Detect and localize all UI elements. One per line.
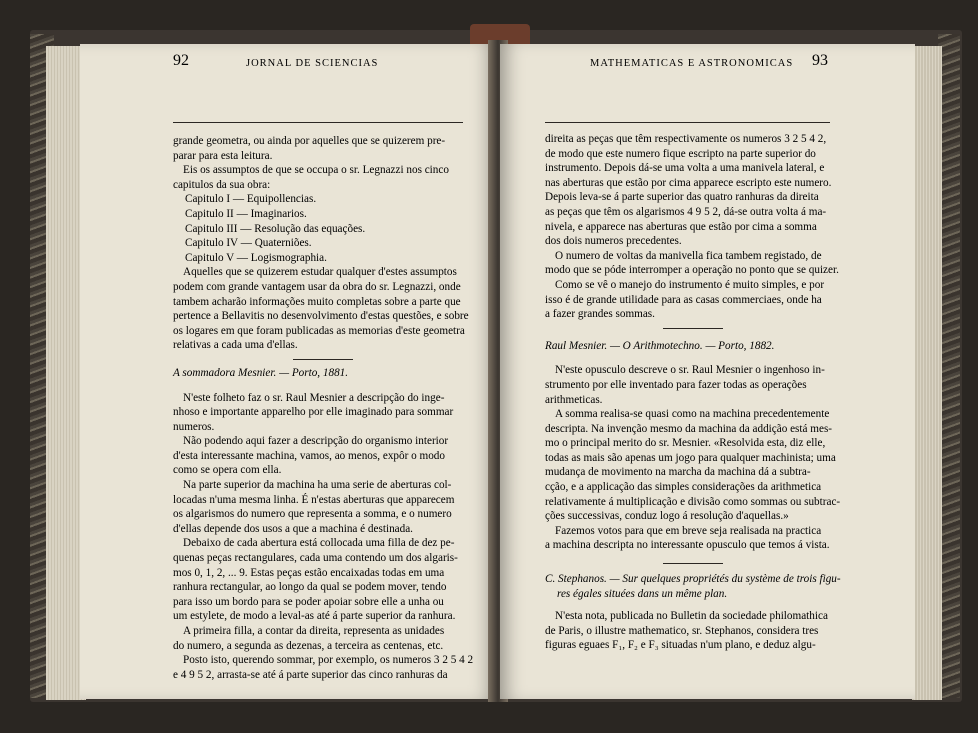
text-line: locadas n'uma mesma linha. É n'estas aberturas que apparecem [173, 493, 455, 506]
text-line: cção, e a applicação das simples considerações da arithmetica [545, 481, 822, 494]
right-header-rule [545, 122, 830, 123]
right-page-number: 93 [812, 52, 828, 69]
text-line: as peças que têm os algarismos 4 9 5 2, dá-se outra volta á ma- [545, 205, 827, 218]
text-line: como se opera com ella. [173, 464, 282, 477]
text-line: d'esta interessante machina, vamos, ao menos, expôr o modo [173, 449, 445, 462]
text-line: nas aberturas que estão por cima apparece escripto este numero. [545, 176, 832, 189]
text-line: Como se vê o manejo do instrumento é muito simples, e por [555, 278, 825, 291]
text-line: mo o principal merito do sr. Mesnier. «Resolvida esta, diz elle, [545, 437, 826, 450]
text-line: nivela, e apparece nas aberturas que estão por cima a somma [545, 220, 817, 233]
chapter-line: Capitulo III — Resolução das equações. [185, 222, 366, 235]
text-line: capitulos da sua obra: [173, 178, 271, 191]
text-line: direita as peças que têm respectivamente os numeros 3 2 5 4 2, [545, 133, 827, 145]
text-line: A primeira filla, a contar da direita, representa as unidades [183, 625, 445, 637]
text-line: a fazer grandes sommas. [545, 308, 655, 321]
text-line: os algarismos do numero que representa a somma, e o numero [173, 508, 452, 521]
text-line: nhoso e importante apparelho por elle imaginado para sommar [173, 406, 454, 419]
left-running-head: JORNAL DE SCIENCIAS [246, 58, 379, 69]
text-line: modo que se póde interromper a operação no ponto que se quizer. [545, 264, 839, 277]
chapter-line: Capitulo I — Equipollencias. [185, 193, 317, 206]
text-line: relativamente á multiplicação e divisão como sommas ou subtrac- [545, 495, 841, 508]
page-stack-right [912, 46, 942, 700]
text-line: d'ellas depende dos usos a que a machina é destinada. [173, 522, 413, 535]
text-line: Fazemos votos para que em breve seja realisada na practica [555, 524, 822, 537]
text-line: ranhura rectangular, ao longo da qual se podem mover, tendo [173, 581, 447, 594]
text-line: descripta. Na invenção mesmo da machina da addição está mes- [545, 422, 833, 435]
chapter-line: Capitulo V — Logismographia. [185, 251, 327, 264]
text-line: dos dois numeros precedentes. [545, 235, 682, 248]
text-line: parar para esta leitura. [173, 149, 273, 162]
text-line: Na parte superior da machina ha uma serie de aberturas col- [183, 479, 452, 492]
text-line: mos 0, 1, 2, ... 9. Estas peças estão encaixadas todas em uma [173, 566, 445, 579]
text-line: de modo que este numero fique escripto na parte superior do [545, 147, 816, 160]
text-line: instrumento. Depois dá-se uma volta a uma manivela lateral, e [545, 162, 825, 175]
text-line: O numero de voltas da manivella fica tambem registado, de [555, 249, 822, 262]
section-title: res égales situées dans un même plan. [557, 587, 728, 600]
text-line: Eis os assumptos de que se occupa o sr. Legnazzi nos cinco [183, 164, 449, 177]
text-line: um estylete, de modo a leval-as até á parte superior da ranhura. [173, 610, 456, 623]
section-title: A sommadora Mesnier. — Porto, 1881. [173, 366, 349, 379]
section-title: Raul Mesnier. — O Arithmotechno. — Porto, 1882. [545, 339, 775, 352]
text-line: figuras eguaes F₁, F₂ e F₃ situadas n'um plano, e deduz algu- [545, 639, 816, 652]
text-line: para isso um bordo para se poder apoiar sobre elle a unha ou [173, 595, 444, 608]
text-line: grande geometra, ou ainda por aquelles que se quizerem pre- [173, 135, 446, 147]
text-line: N'este opusculo descreve o sr. Raul Mesnier o ingenhoso in- [555, 364, 825, 377]
text-line: e 4 9 5 2, arrasta-se até á parte superior das cinco ranhuras da [173, 668, 448, 681]
text-line: Posto isto, querendo sommar, por exemplo, os numeros 3 2 5 4 2 [183, 654, 474, 667]
text-line: isso é de grande utilidade para as casas commerciaes, onde ha [545, 293, 822, 306]
text-line: podem com grande vantagem usar da obra do sr. Legnazzi, onde [173, 280, 461, 293]
left-header-rule [173, 122, 463, 123]
text-line: Depois leva-se á parte superior das quatro ranhuras da direita [545, 191, 819, 204]
text-line: arithmeticas. [545, 393, 603, 406]
text-line: Debaixo de cada abertura está collocada uma filla de dez pe- [183, 537, 455, 550]
text-line: Não podendo aqui fazer a descripção do organismo interior [183, 435, 449, 448]
text-line: pertence a Bellavitis no desenvolvimento d'estas questões, e sobre [173, 310, 469, 323]
section-separator [293, 359, 353, 360]
chapter-line: Capitulo II — Imaginarios. [185, 207, 307, 220]
text-line: Aquelles que se quizerem estudar qualquer d'estes assumptos [183, 266, 457, 279]
left-page-number: 92 [173, 52, 189, 69]
text-line: A somma realisa-se quasi como na machina precedentemente [555, 408, 830, 421]
text-line: quenas peças rectangulares, cada uma contendo um dos algaris- [173, 552, 458, 565]
section-separator [663, 328, 723, 329]
right-running-head: MATHEMATICAS E ASTRONOMICAS [590, 58, 794, 69]
chapter-line: Capitulo IV — Quaterniões. [185, 237, 312, 250]
text-line: a machina descripta no interessante opusculo que temos á vista. [545, 539, 830, 552]
text-line: N'este folheto faz o sr. Raul Mesnier a descripção do inge- [183, 391, 445, 404]
text-line: N'esta nota, publicada no Bulletin da sociedade philomathica [555, 610, 828, 623]
section-title: C. Stephanos. — Sur quelques propriétés du système de trois figu- [545, 573, 841, 586]
text-line: strumento por elle inventado para fazer todas as operações [545, 378, 807, 391]
right-text-block [545, 132, 841, 653]
text-line: numeros. [173, 420, 215, 433]
text-line: os logares em que foram publicadas as memorias d'este geometra [173, 324, 465, 337]
text-line: do numero, a segunda as dezenas, a terceira as centenas, etc. [173, 639, 444, 652]
section-separator [663, 563, 723, 564]
text-line: relativas a cada uma d'ellas. [173, 339, 298, 352]
text-line: todas as mais são apenas um jogo para qualquer machinista; uma [545, 451, 836, 464]
text-line: de Paris, o illustre mathematico, sr. Stephanos, considera tres [545, 624, 819, 637]
text-line: ções successivas, conduz logo á resolução d'aquellas.» [545, 510, 789, 523]
text-line: mudança de movimento na marcha da machina dá a subtra- [545, 466, 811, 479]
text-line: tambem acharão informações muito completas sobre a parte que [173, 295, 461, 308]
left-text-block [173, 134, 473, 682]
